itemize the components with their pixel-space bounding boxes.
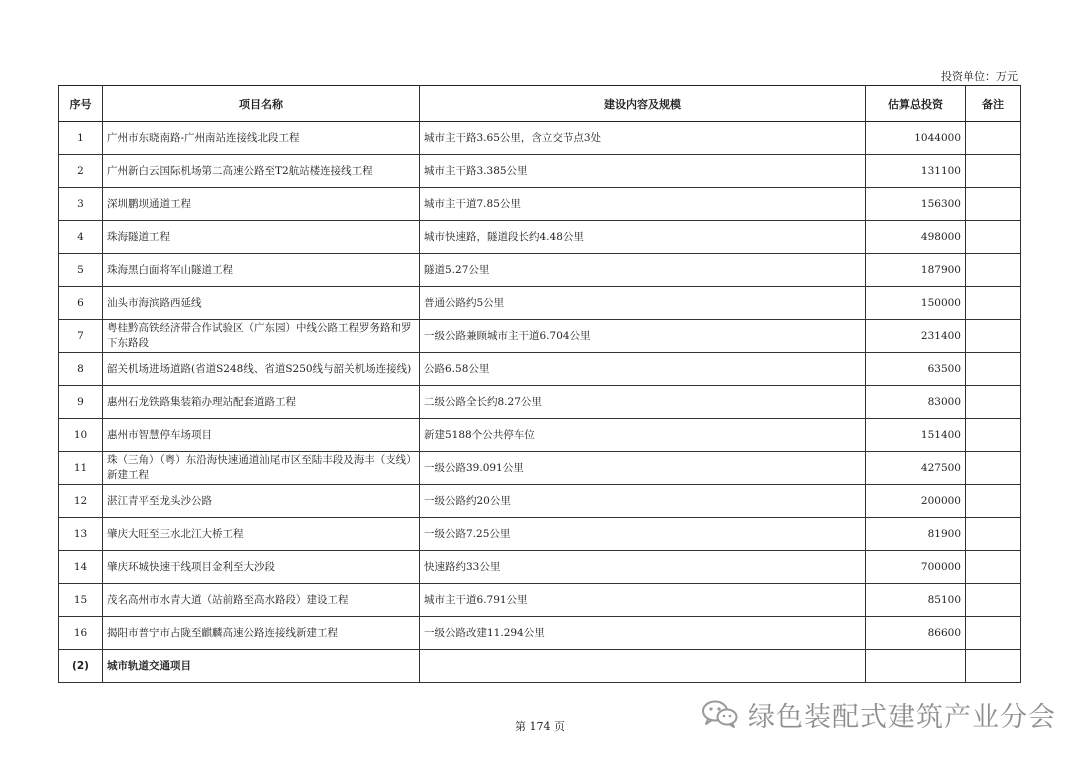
cell-remark (966, 551, 1021, 584)
cell-no: 1 (59, 122, 103, 155)
cell-content: 新建5188个公共停车位 (420, 419, 866, 452)
cell-name: 城市轨道交通项目 (103, 650, 420, 683)
cell-name: 珠海黑白面将军山隧道工程 (103, 254, 420, 287)
cell-investment: 156300 (866, 188, 966, 221)
section-row (59, 650, 1021, 683)
header-row (59, 86, 1021, 122)
cell-investment: 85100 (866, 584, 966, 617)
cell-content: 一级公路7.25公里 (420, 518, 866, 551)
cell-no: 7 (59, 320, 103, 353)
cell-remark (966, 221, 1021, 254)
cell-investment: 86600 (866, 617, 966, 650)
cell-no: 8 (59, 353, 103, 386)
cell-name: 湛江青平至龙头沙公路 (103, 485, 420, 518)
cell-no: 3 (59, 188, 103, 221)
cell-investment: 150000 (866, 287, 966, 320)
header-remark: 备注 (966, 86, 1021, 122)
cell-remark (966, 485, 1021, 518)
table-row (59, 353, 1021, 386)
cell-remark (966, 419, 1021, 452)
cell-content (420, 650, 866, 683)
table-row (59, 122, 1021, 155)
cell-remark (966, 287, 1021, 320)
watermark-text: 绿色装配式建筑产业分会 (748, 701, 1056, 733)
table-row (59, 320, 1021, 353)
cell-remark (966, 452, 1021, 485)
cell-investment: 81900 (866, 518, 966, 551)
cell-no: (2) (59, 650, 103, 683)
investment-unit-label: 投资单位：万元 (941, 70, 1018, 83)
cell-remark (966, 353, 1021, 386)
cell-name: 肇庆大旺至三水北江大桥工程 (103, 518, 420, 551)
cell-remark (966, 386, 1021, 419)
cell-no: 9 (59, 386, 103, 419)
cell-no: 12 (59, 485, 103, 518)
cell-investment: 1044000 (866, 122, 966, 155)
table-row (59, 155, 1021, 188)
table-row (59, 584, 1021, 617)
cell-content: 一级公路39.091公里 (420, 452, 866, 485)
cell-remark (966, 617, 1021, 650)
cell-remark (966, 650, 1021, 683)
table-row (59, 485, 1021, 518)
cell-no: 13 (59, 518, 103, 551)
project-table (58, 85, 1021, 683)
cell-remark (966, 584, 1021, 617)
cell-remark (966, 320, 1021, 353)
table-row (59, 518, 1021, 551)
table-row (59, 287, 1021, 320)
cell-content: 城市主干道6.791公里 (420, 584, 866, 617)
cell-content: 城市主干道7.85公里 (420, 188, 866, 221)
cell-investment: 427500 (866, 452, 966, 485)
cell-investment: 700000 (866, 551, 966, 584)
cell-name: 肇庆环城快速干线项目金利至大沙段 (103, 551, 420, 584)
cell-investment: 231400 (866, 320, 966, 353)
cell-no: 5 (59, 254, 103, 287)
cell-content: 一级公路改建11.294公里 (420, 617, 866, 650)
cell-no: 10 (59, 419, 103, 452)
table-row (59, 617, 1021, 650)
cell-investment (866, 650, 966, 683)
cell-name: 广州新白云国际机场第二高速公路至T2航站楼连接线工程 (103, 155, 420, 188)
cell-name: 茂名高州市水青大道（站前路至高水路段）建设工程 (103, 584, 420, 617)
cell-content: 普通公路约5公里 (420, 287, 866, 320)
cell-remark (966, 155, 1021, 188)
cell-investment: 187900 (866, 254, 966, 287)
cell-remark (966, 188, 1021, 221)
cell-investment: 131100 (866, 155, 966, 188)
cell-name: 粤桂黔高铁经济带合作试验区（广东园）中线公路工程罗务路和罗下东路段 (103, 320, 420, 353)
header-investment: 估算总投资 (866, 86, 966, 122)
cell-content: 二级公路全长约8.27公里 (420, 386, 866, 419)
table-row (59, 419, 1021, 452)
cell-remark (966, 254, 1021, 287)
header-name: 项目名称 (103, 86, 420, 122)
cell-name: 珠（三角）（粤）东沿海快速通道汕尾市区至陆丰段及海丰（支线）新建工程 (103, 452, 420, 485)
cell-content: 公路6.58公里 (420, 353, 866, 386)
cell-investment: 498000 (866, 221, 966, 254)
table-row (59, 551, 1021, 584)
cell-remark (966, 122, 1021, 155)
cell-content: 隧道5.27公里 (420, 254, 866, 287)
cell-content: 一级公路兼顾城市主干道6.704公里 (420, 320, 866, 353)
table-body (59, 122, 1021, 683)
cell-name: 揭阳市普宁市占陇至麒麟高速公路连接线新建工程 (103, 617, 420, 650)
wechat-logo-icon (700, 699, 740, 729)
table-row (59, 254, 1021, 287)
cell-no: 4 (59, 221, 103, 254)
cell-no: 11 (59, 452, 103, 485)
cell-name: 珠海隧道工程 (103, 221, 420, 254)
table-header (59, 86, 1021, 122)
cell-content: 城市主干路3.65公里，含立交节点3处 (420, 122, 866, 155)
cell-content: 城市快速路，隧道段长约4.48公里 (420, 221, 866, 254)
cell-content: 城市主干路3.385公里 (420, 155, 866, 188)
cell-no: 16 (59, 617, 103, 650)
cell-name: 惠州市智慧停车场项目 (103, 419, 420, 452)
cell-investment: 63500 (866, 353, 966, 386)
cell-remark (966, 518, 1021, 551)
cell-investment: 83000 (866, 386, 966, 419)
cell-investment: 200000 (866, 485, 966, 518)
table-row (59, 188, 1021, 221)
cell-content: 快速路约33公里 (420, 551, 866, 584)
table-row (59, 221, 1021, 254)
cell-content: 一级公路约20公里 (420, 485, 866, 518)
table-row (59, 386, 1021, 419)
cell-investment: 151400 (866, 419, 966, 452)
header-content: 建设内容及规模 (420, 86, 866, 122)
cell-name: 广州市东晓南路-广州南站连接线北段工程 (103, 122, 420, 155)
cell-no: 2 (59, 155, 103, 188)
header-no: 序号 (59, 86, 103, 122)
cell-name: 惠州石龙铁路集装箱办理站配套道路工程 (103, 386, 420, 419)
cell-name: 韶关机场进场道路(省道S248线、省道S250线与韶关机场连接线) (103, 353, 420, 386)
cell-no: 15 (59, 584, 103, 617)
cell-name: 深圳鹏坝通道工程 (103, 188, 420, 221)
cell-name: 汕头市海滨路西延线 (103, 287, 420, 320)
table-row (59, 452, 1021, 485)
cell-no: 14 (59, 551, 103, 584)
page-number: 第 174 页 (515, 720, 565, 733)
watermark (700, 694, 1056, 734)
cell-no: 6 (59, 287, 103, 320)
